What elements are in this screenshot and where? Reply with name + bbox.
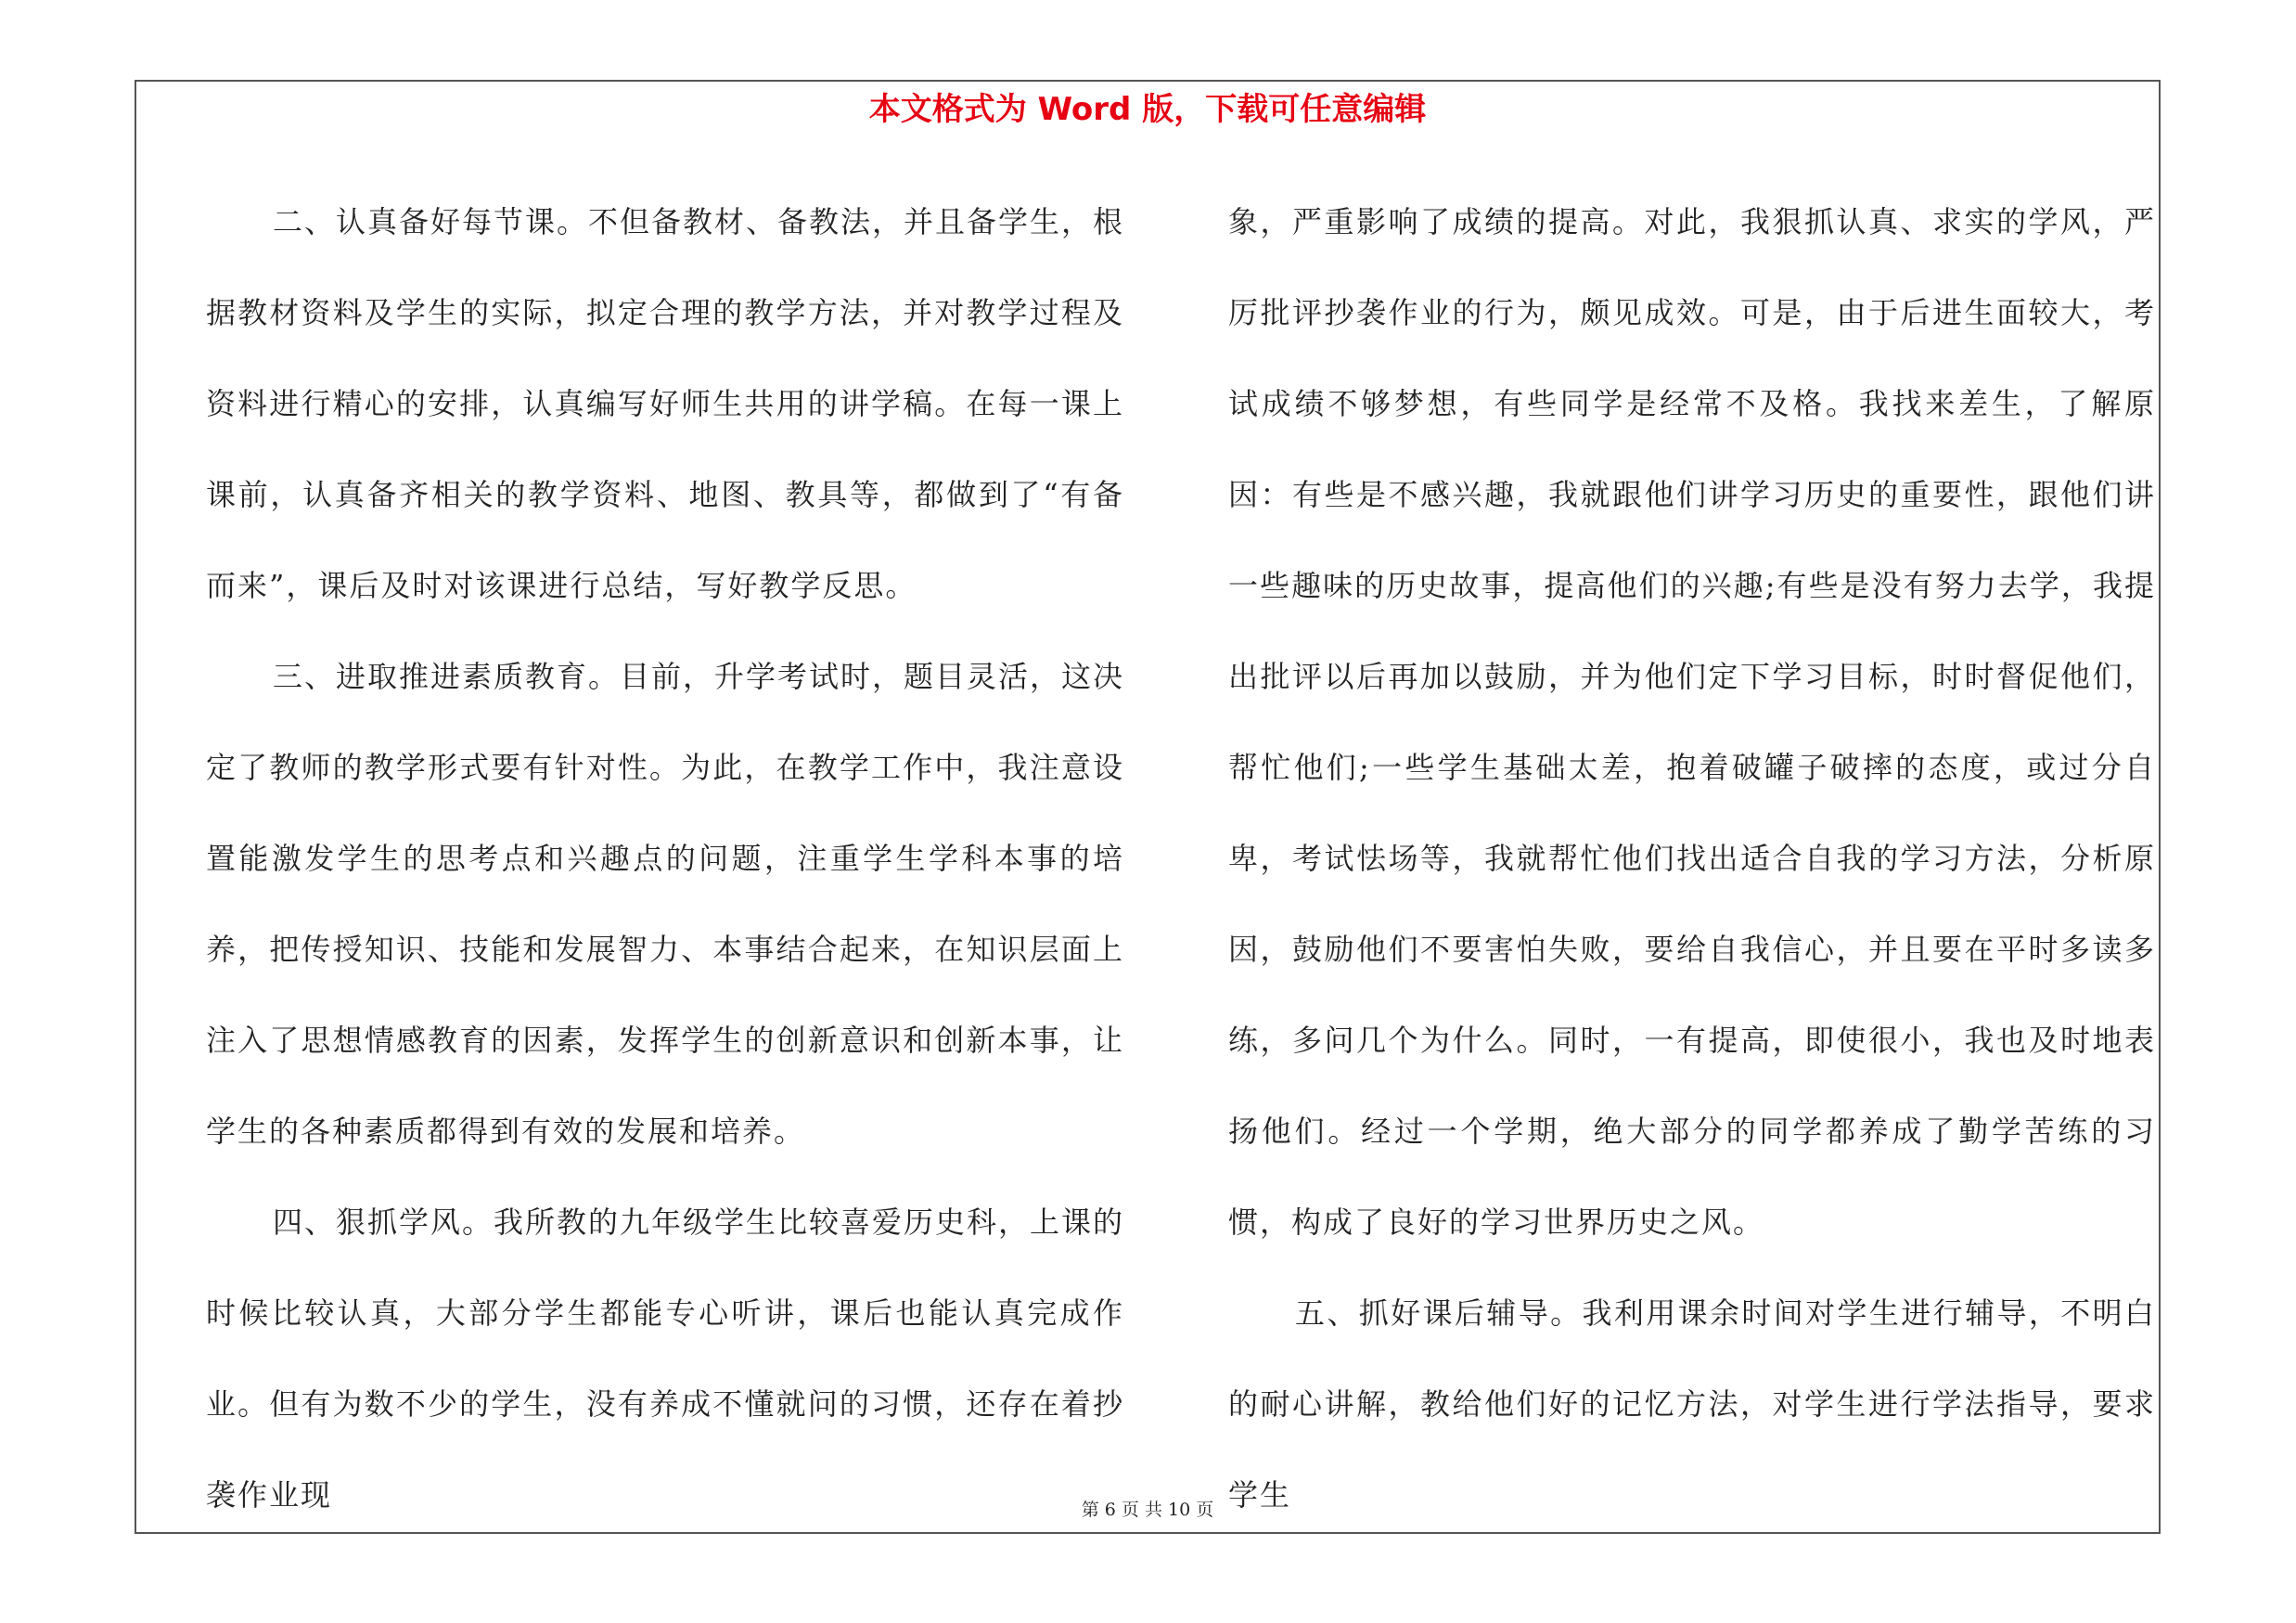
page-number-footer: 第 6 页 共 10 页 <box>1081 1500 1214 1520</box>
paragraph-after-class-tutoring: 五、抓好课后辅导。我利用课余时间对学生进行辅导，不明白的耐心讲解，教给他们好的记忆方法，对学生进行学法指导，要求学生 <box>1228 1295 2156 1513</box>
paragraph-study-style: 四、狠抓学风。我所教的九年级学生比较喜爱历史科，上课的时候比较认真，大部分学生都能专心听讲，课后也能认真完成作业。但有为数不少的学生，没有养成不懂就问的习惯，还存在着抄袭作业现 <box>206 1204 1125 1513</box>
left-text-column <box>206 176 1124 1540</box>
paragraph-quality-education: 三、进取推进素质教育。目前，升学考试时，题目灵活，这决定了教师的教学形式要有针对性。为此，在教学工作中，我注意设置能激发学生的思考点和兴趣点的问题，注重学生学科本事的培养，把传授知识、技能和发展智力、本事结合起来，在知识层面上注入了思想情感教育的因素，发挥学生的创新意识和创新本事，让学生的各种素质都得到有效的发展和培养。 <box>206 659 1125 1149</box>
right-text-column <box>1228 176 2156 1540</box>
paragraph-lesson-preparation: 二、认真备好每节课。不但备教材、备教法，并且备学生，根据教材资料及学生的实际，拟定合理的教学方法，并对教学过程及资料进行精心的安排，认真编写好师生共用的讲学稿。在每一课上课前，认真备齐相关的教学资料、地图、教具等，都做到了“有备而来”，课后及时对该课进行总结，写好教学反思。 <box>206 204 1125 603</box>
paragraph-study-style-continued: 象，严重影响了成绩的提高。对此，我狠抓认真、求实的学风，严厉批评抄袭作业的行为，颇见成效。可是，由于后进生面较大，考试成绩不够梦想，有些同学是经常不及格。我找来差生，了解原因：有些是不感兴趣，我就跟他们讲学习历史的重要性，跟他们讲一些趣味的历史故事，提高他们的兴趣;有些是没有努力去学，我提出批评以后再加以鼓励，并为他们定下学习目标，时时督促他们，帮忙他们;一些学生基础太差，抱着破罐子破摔的态度，或过分自卑，考试怯场等，我就帮忙他们找出适合自我的学习方法，分析原因，鼓励他们不要害怕失败，要给自我信心，并且要在平时多读多练，多问几个为什么。同时，一有提高，即使很小，我也及时地表扬他们。经过一个学期，绝大部分的同学都养成了勤学苦练的习惯，构成了良好的学习世界历史之风。 <box>1228 204 2156 1240</box>
word-format-banner: 本文格式为 Word 版，下载可任意编辑 <box>868 91 1427 128</box>
